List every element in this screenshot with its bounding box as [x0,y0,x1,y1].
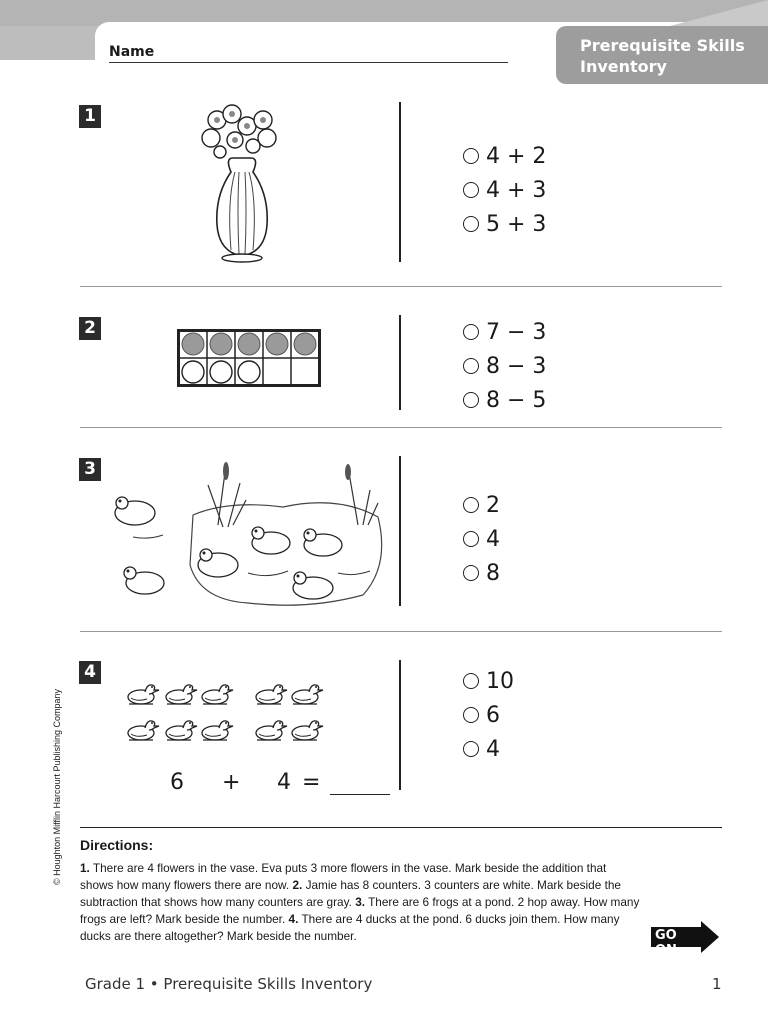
name-field-line[interactable] [109,62,508,63]
directions-title: Directions: [80,837,154,853]
answer-bubble[interactable] [463,673,479,689]
problem-4-options [463,666,514,764]
ten-frame [177,329,322,388]
page-title-box [556,26,768,84]
name-label: Name [109,44,155,60]
problem-number-2: 2 [79,317,101,340]
answer-bubble[interactable] [463,392,479,408]
directions-text: 1. There are 4 flowers in the vase. Eva puts 3 more flowers in the vase. Mark beside the addition that shows how many flowers there are now. 2. Jamie has 8 counters. 3 counters are white. Mark beside the subtraction that shows how many counters are gray. 3. There are 6 frogs at a pond. 2 hop away. How many frogs are left? Mark beside the number. 4. There are 4 ducks at the pond. 6 ducks join them. How many ducks are there altogether? Mark beside the number. [80,861,640,943]
option-2c[interactable]: 8 − 5 [463,385,546,415]
ducks-illustration [125,682,325,754]
option-4c[interactable]: 4 [463,734,514,764]
answer-bubble[interactable] [463,324,479,340]
problem-number-4: 4 [79,661,101,684]
answer-bubble[interactable] [463,497,479,513]
option-4b[interactable]: 6 [463,700,514,730]
footer-text: Grade 1 • Prerequisite Skills Inventory [85,975,373,993]
equation-plus: + [222,770,241,795]
problem-2-divider [399,315,401,410]
section-divider-3 [80,631,722,632]
problem-number-3: 3 [79,458,101,481]
header-band-left [0,26,100,60]
option-1b[interactable]: 4 + 3 [463,175,546,205]
problem-3-options [463,490,500,588]
option-2a[interactable]: 7 − 3 [463,317,546,347]
answer-bubble[interactable] [463,358,479,374]
problem-1-options [463,141,546,239]
equation-addend-a: 6 [170,770,184,795]
page-title-line2: Inventory [580,57,667,76]
option-1a[interactable]: 4 + 2 [463,141,546,171]
answer-bubble[interactable] [463,216,479,232]
option-2b[interactable]: 8 − 3 [463,351,546,381]
page-number: 1 [712,975,722,993]
option-3a[interactable]: 2 [463,490,500,520]
answer-bubble[interactable] [463,707,479,723]
answer-bubble[interactable] [463,182,479,198]
section-divider-1 [80,286,722,287]
problem-number-1: 1 [79,105,101,128]
problem-1-divider [399,102,401,262]
copyright-notice: © Houghton Mifflin Harcourt Publishing Company [52,688,62,885]
problem-4-divider [399,660,401,790]
answer-bubble[interactable] [463,565,479,581]
problem-2-options [463,317,546,415]
option-4a[interactable]: 10 [463,666,514,696]
directions-divider [80,827,722,828]
equation-addend-b: 4 [277,770,291,795]
equation-equals: = [302,770,321,795]
option-3c[interactable]: 8 [463,558,500,588]
equation-answer-blank[interactable] [330,794,390,795]
section-divider-2 [80,427,722,428]
frogs-pond-illustration [108,455,390,610]
flower-vase-illustration [195,100,290,265]
option-1c[interactable]: 5 + 3 [463,209,546,239]
page-title-line1: Prerequisite Skills [580,36,745,55]
go-on-label: GO ON [655,928,677,958]
answer-bubble[interactable] [463,148,479,164]
answer-bubble[interactable] [463,531,479,547]
option-3b[interactable]: 4 [463,524,500,554]
header-stripe-graphic [640,0,768,26]
problem-3-divider [399,456,401,606]
answer-bubble[interactable] [463,741,479,757]
